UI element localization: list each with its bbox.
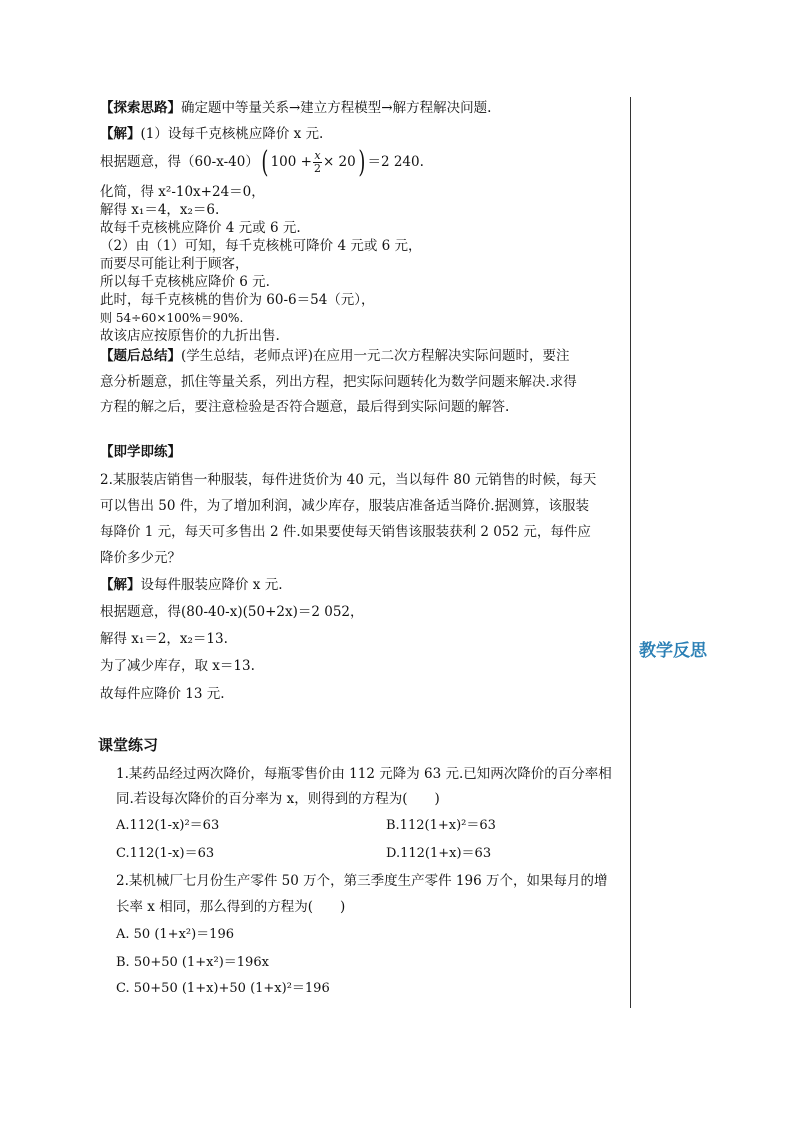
cp-q2-line2: 长率 x 相同，那么得到的方程为( ): [116, 899, 346, 915]
practice-label: 【即学即练】: [100, 444, 181, 460]
explore-text: 确定题中等量关系→建立方程模型→解方程解决问题.: [181, 100, 492, 116]
solution1-line8: 所以每千克核桃应降价 6 元.: [100, 274, 270, 290]
column-divider: [630, 97, 631, 1008]
cp-q1-option-b: B.112(1+x)²＝63: [386, 818, 496, 833]
solution1-line11: 故该店应按原售价的九折出售.: [100, 328, 280, 344]
solution1-equation: 根据题意，得（60-x-40）( 100 + $\frac{x}{2}$ × 20) ＝2 240.: [100, 144, 424, 180]
cp-q1-option-a: A.112(1-x)²＝63: [116, 818, 220, 833]
fraction: $\frac{x}{2}$: [313, 149, 321, 175]
explore-line: [100, 99, 491, 117]
cp-q1-line1: 1.某药品经过两次降价，每瓶零售价由 112 元降为 63 元.已知两次降价的百分率相: [116, 766, 612, 782]
cp-q2-option-b: B. 50+50 (1+x²)＝196x: [116, 955, 269, 970]
practice-solution-line1: 【解】设每件服装应降价 x 元.: [100, 577, 283, 593]
cp-q2-line1: 2.某机械厂七月份生产零件 50 万个，第三季度生产零件 196 万个，如果每月的增: [116, 873, 608, 889]
cp-q1-line2: 同.若设每次降价的百分率为 x，则得到的方程为( ): [116, 791, 440, 807]
solution1-line1: 【解】(1）设每千克核桃应降价 x 元.: [100, 126, 324, 142]
solution1-line5: 故每千克核桃应降价 4 元或 6 元.: [100, 220, 301, 236]
summary-line2: 意分析题意，抓住等量关系，列出方程，把实际问题转化为数学问题来解决.求得: [100, 374, 577, 390]
paren-close: ): [358, 144, 366, 180]
paren-open: (: [261, 144, 269, 180]
cp-q1-option-d: D.112(1+x)＝63: [386, 846, 492, 861]
practice-solution-label: 【解】: [100, 577, 141, 593]
solution1-line7: 而要尽可能让利于顾客，: [100, 256, 249, 272]
cp-q2-option-a: A. 50 (1+x²)＝196: [116, 927, 234, 942]
practice-solution-line3: 解得 x₁＝2，x₂＝13.: [100, 631, 228, 647]
cp-q1-option-c: C.112(1-x)＝63: [116, 846, 215, 861]
classroom-practice-title: 课堂练习: [98, 736, 159, 754]
solution1-line4: 解得 x₁＝4，x₂＝6.: [100, 202, 220, 218]
explore-label: 【探索思路】: [100, 100, 181, 116]
cp-q2-option-c: C. 50+50 (1+x)+50 (1+x)²＝196: [116, 981, 330, 996]
practice-solution-line2: 根据题意，得(80-40-x)(50+2x)＝2 052，: [100, 604, 364, 620]
practice-q-line4: 降价多少元？: [100, 550, 181, 566]
solution1-line9: 此时，每千克核桃的售价为 60-6＝54（元），: [100, 292, 375, 308]
practice-solution-line5: 故每件应降价 13 元.: [100, 686, 225, 702]
practice-solution-line4: 为了减少库存，取 x＝13.: [100, 658, 255, 674]
summary-line3: 方程的解之后，要注意检验是否符合题意，最后得到实际问题的解答.: [100, 399, 510, 415]
teaching-reflection-title: 教学反思: [639, 641, 707, 661]
solution1-line10: 则 54÷60×100%＝90%.: [100, 311, 244, 325]
solution1-line3: 化简，得 x²-10x+24＝0，: [100, 184, 265, 200]
summary-line1: 【题后总结】(学生总结，老师点评)在应用一元二次方程解决实际问题时，要注: [100, 348, 570, 364]
practice-q-line1: 2.某服装店销售一种服装，每件进货价为 40 元，当以每件 80 元销售的时候，每天: [100, 472, 597, 488]
summary-label: 【题后总结】: [100, 348, 181, 364]
solution1-line6: （2）由（1）可知，每千克核桃可降价 4 元或 6 元，: [100, 238, 422, 254]
practice-q-line2: 可以售出 50 件，为了增加利润，减少库存，服装店准备适当降价.据测算，该服装: [100, 498, 590, 514]
solution1-label: 【解】: [100, 126, 141, 142]
practice-q-line3: 每降价 1 元，每天可多售出 2 件.如果要使每天销售该服装获利 2 052 元，每件应: [100, 524, 591, 540]
